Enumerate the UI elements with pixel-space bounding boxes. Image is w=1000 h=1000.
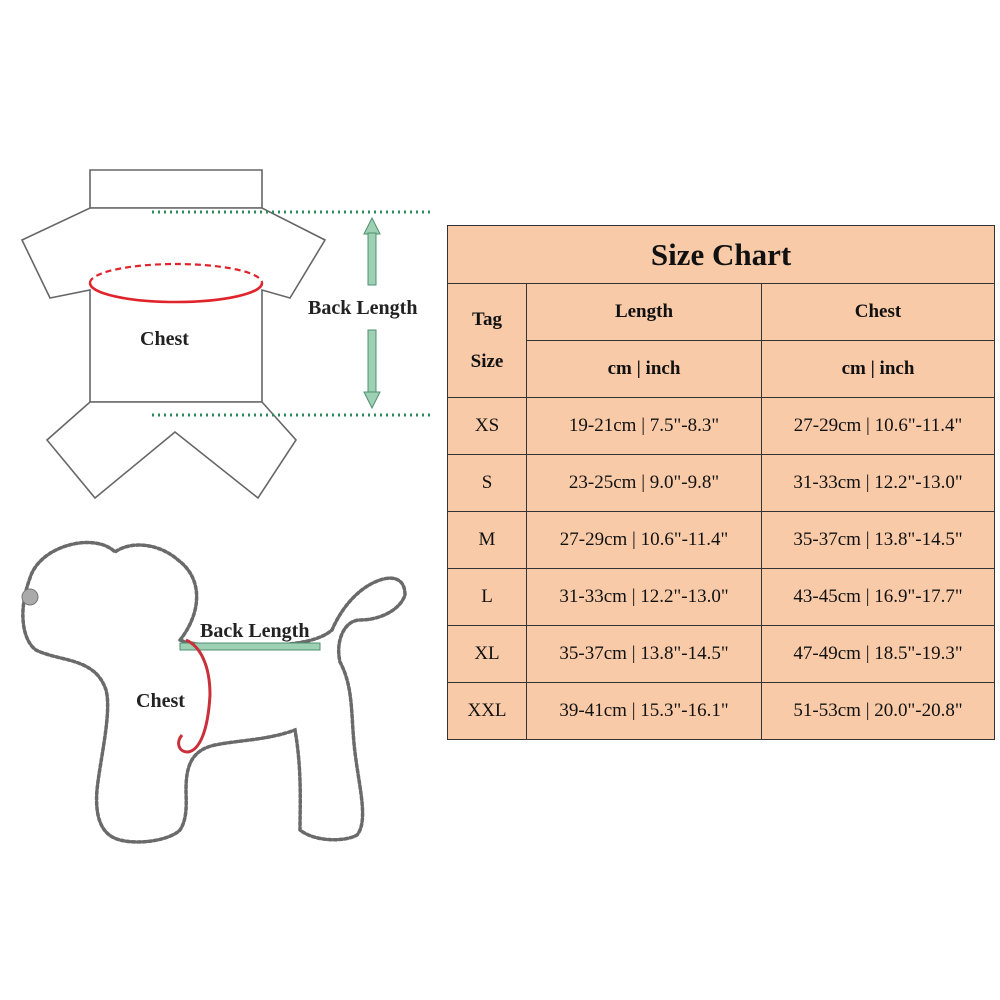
dog-outline bbox=[23, 543, 405, 842]
chest-cell: 31-33cm | 12.2"-13.0" bbox=[762, 455, 995, 512]
garment-back-length-label: Back Length bbox=[308, 297, 418, 319]
size-chart-title: Size Chart bbox=[448, 226, 995, 284]
size-cell: S bbox=[448, 455, 527, 512]
size-cell: XS bbox=[448, 398, 527, 455]
dog-chest-label: Chest bbox=[136, 690, 185, 712]
chest-cell: 47-49cm | 18.5"-19.3" bbox=[762, 626, 995, 683]
size-cell: L bbox=[448, 569, 527, 626]
chest-cell: 51-53cm | 20.0"-20.8" bbox=[762, 683, 995, 740]
length-cell: 19-21cm | 7.5"-8.3" bbox=[527, 398, 762, 455]
chest-cell: 43-45cm | 16.9"-17.7" bbox=[762, 569, 995, 626]
length-cell: 39-41cm | 15.3"-16.1" bbox=[527, 683, 762, 740]
tag-header-line2: Size bbox=[470, 350, 504, 372]
size-cell: XL bbox=[448, 626, 527, 683]
chest-unit-header: cm | inch bbox=[762, 341, 995, 398]
dog-nose bbox=[22, 589, 38, 605]
size-cell: XXL bbox=[448, 683, 527, 740]
length-unit-header: cm | inch bbox=[527, 341, 762, 398]
size-chart-table bbox=[447, 225, 995, 740]
length-cell: 31-33cm | 12.2"-13.0" bbox=[527, 569, 762, 626]
table-row bbox=[448, 455, 995, 512]
chest-cell: 35-37cm | 13.8"-14.5" bbox=[762, 512, 995, 569]
length-cell: 23-25cm | 9.0"-9.8" bbox=[527, 455, 762, 512]
length-cell: 27-29cm | 10.6"-11.4" bbox=[527, 512, 762, 569]
length-cell: 35-37cm | 13.8"-14.5" bbox=[527, 626, 762, 683]
table-row bbox=[448, 626, 995, 683]
table-row bbox=[448, 569, 995, 626]
tag-size-header bbox=[448, 284, 527, 398]
chest-header: Chest bbox=[762, 284, 995, 341]
tag-header-line1: Tag bbox=[472, 308, 502, 330]
table-row bbox=[448, 683, 995, 740]
length-header: Length bbox=[527, 284, 762, 341]
table-row bbox=[448, 398, 995, 455]
table-row bbox=[448, 512, 995, 569]
garment-chest-label: Chest bbox=[140, 328, 189, 350]
chest-cell: 27-29cm | 10.6"-11.4" bbox=[762, 398, 995, 455]
size-cell: M bbox=[448, 512, 527, 569]
dog-back-length-line bbox=[180, 643, 320, 650]
dog-back-length-label: Back Length bbox=[200, 620, 310, 642]
